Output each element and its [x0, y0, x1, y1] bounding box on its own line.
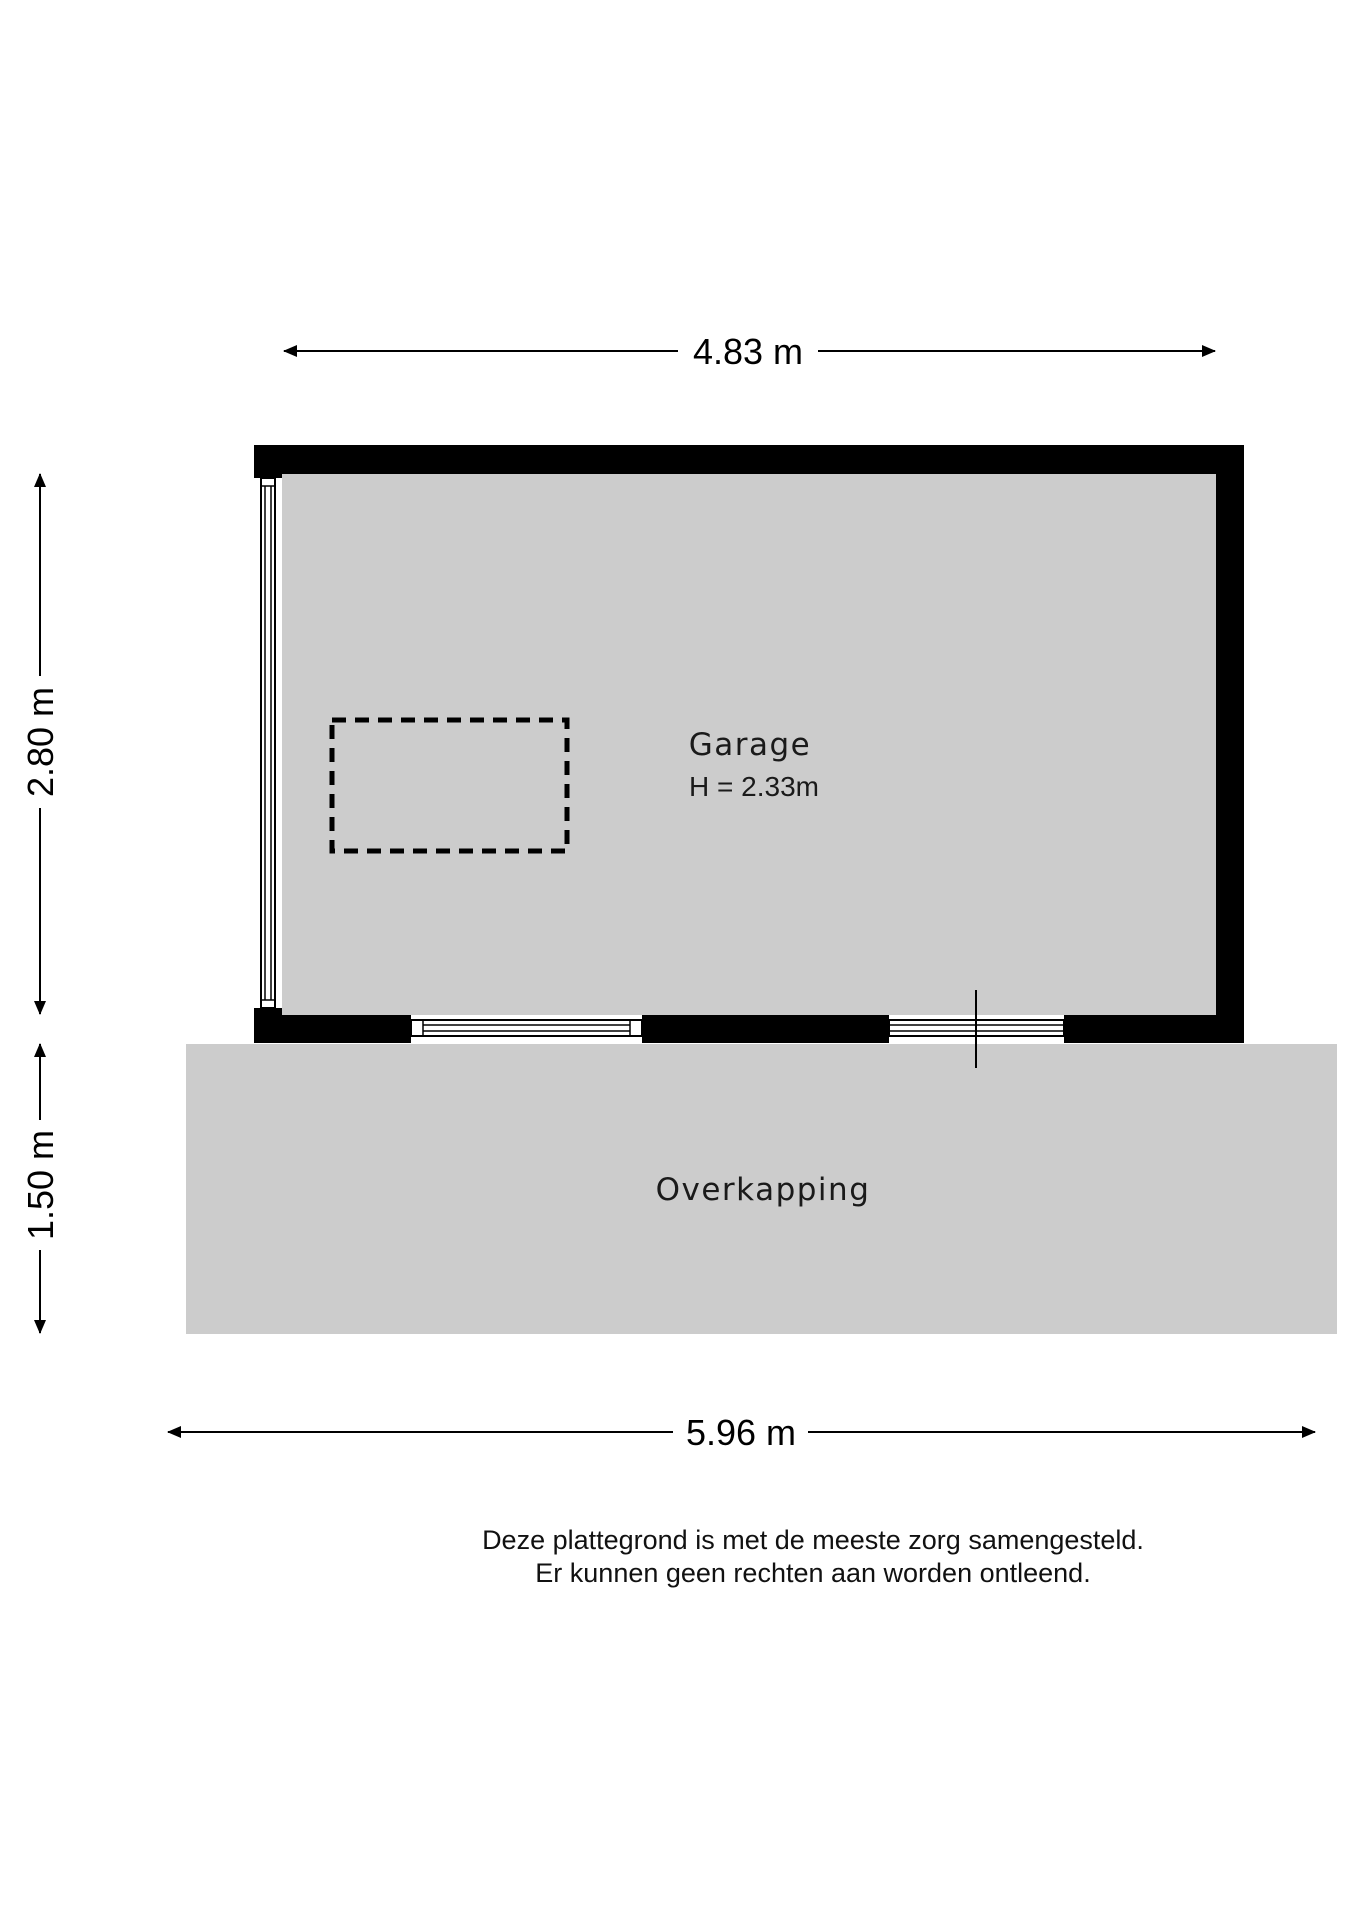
- wall-bottom-middle: [642, 1015, 889, 1043]
- dimension-bottom: [168, 1412, 1315, 1453]
- disclaimer-line-2: Er kunnen geen rechten aan worden ontleend.: [535, 1558, 1091, 1588]
- dimension-left-lower: [20, 1044, 61, 1333]
- dimension-bottom-label: 5.96 m: [685, 1412, 797, 1453]
- dimension-left-upper: [20, 474, 61, 1014]
- wall-right: [1216, 445, 1244, 1043]
- disclaimer-line-1: Deze plattegrond is met de meeste zorg samengesteld.: [482, 1525, 1144, 1555]
- dimension-left-upper-label: 2.80 m: [20, 686, 61, 798]
- wall-left-top-stub: [254, 445, 282, 478]
- wall-top: [254, 445, 1244, 474]
- dimension-top-label: 4.83 m: [692, 331, 804, 372]
- window-bottom: [411, 1020, 642, 1036]
- dimension-top: [284, 331, 1215, 372]
- wall-bottom-left: [254, 1015, 411, 1043]
- garage-label: Garage: [688, 727, 812, 763]
- window-left: [261, 478, 275, 1008]
- dimension-left-lower-label: 1.50 m: [20, 1129, 61, 1241]
- garage-height-label: H = 2.33m: [689, 771, 819, 802]
- wall-bottom-right: [1064, 1015, 1244, 1043]
- overkapping-label: Overkapping: [655, 1172, 871, 1208]
